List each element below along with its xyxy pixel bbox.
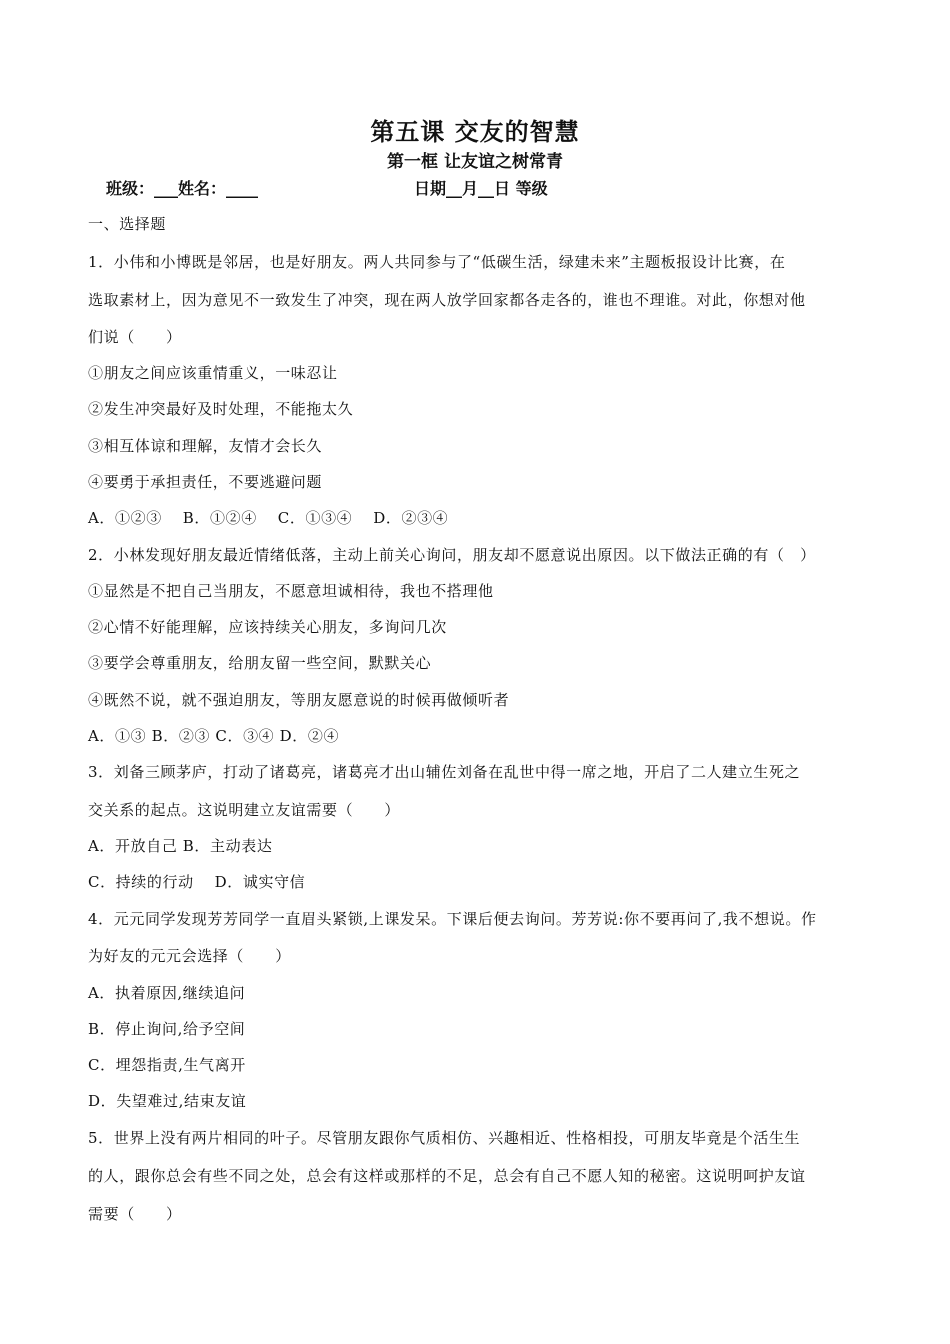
question-1-statement: ①朋友之间应该重情重义，一味忍让 xyxy=(88,364,338,382)
question-4-option: D．失望难过,结束友谊 xyxy=(88,1092,247,1110)
question-2-statement: ①显然是不把自己当朋友，不愿意坦诚相待，我也不搭理他 xyxy=(88,582,494,600)
question-1-options: A．①②③ B．①②④ C．①③④ D．②③④ xyxy=(88,509,449,527)
question-3-options: A．开放自己 B．主动表达 xyxy=(88,837,273,855)
question-4-option: C．埋怨指责,生气离开 xyxy=(88,1056,246,1074)
question-2-statement: ④既然不说，就不强迫朋友，等朋友愿意说的时候再做倾听者 xyxy=(88,691,510,709)
question-5-stem-line: 5．世界上没有两片相同的叶子。尽管朋友跟你气质相仿、兴趣相近、性格相投，可朋友毕竟是个活生生 xyxy=(88,1129,801,1147)
question-3-stem-line: 3．刘备三顾茅庐，打动了诸葛亮，诸葛亮才出山辅佐刘备在乱世中得一席之地，开启了二人建立生死之 xyxy=(88,763,801,781)
question-1-statement: ③相互体谅和理解，友情才会长久 xyxy=(88,437,323,455)
question-5-stem-line: 需要（ ） xyxy=(88,1205,182,1223)
question-1-stem-line: 选取素材上，因为意见不一致发生了冲突，现在两人放学回家都各走各的，谁也不理谁。对此，你想对他 xyxy=(88,291,806,309)
section-subtitle: 第一框 让友谊之树常青 xyxy=(387,152,563,172)
question-2-stem-line: 2．小林发现好朋友最近情绪低落，主动上前关心询问，朋友却不愿意说出原因。以下做法正确的有（ ） xyxy=(88,546,816,564)
question-1-stem-line: 1．小伟和小博既是邻居，也是好朋友。两人共同参与了“低碳生活，绿建未来”主题板报设计比赛，在 xyxy=(88,253,786,271)
question-5-stem-line: 的人，跟你总会有些不同之处，总会有这样或那样的不足，总会有自己不愿人知的秘密。这说明呵护友谊 xyxy=(88,1167,806,1185)
question-1-statement: ④要勇于承担责任，不要逃避问题 xyxy=(88,473,323,491)
section-heading: 一、选择题 xyxy=(88,215,167,233)
question-4-option: B．停止询问,给予空间 xyxy=(88,1020,246,1038)
question-4-option: A．执着原因,继续追问 xyxy=(88,984,246,1002)
question-3-stem-line: 交关系的起点。这说明建立友谊需要（ ） xyxy=(88,801,401,819)
class-name-field: 班级：___姓名：____ xyxy=(106,179,259,198)
question-4-stem-line: 为好友的元元会选择（ ） xyxy=(88,947,291,965)
lesson-title: 第五课 交友的智慧 xyxy=(370,117,580,146)
question-2-statement: ③要学会尊重朋友，给朋友留一些空间，默默关心 xyxy=(88,654,432,672)
question-2-statement: ②心情不好能理解，应该持续关心朋友，多询问几次 xyxy=(88,618,447,636)
date-grade-field: 日期__月__日 等级 xyxy=(414,179,548,198)
question-2-options: A．①③ B．②③ C．③④ D．②④ xyxy=(88,727,340,745)
question-4-stem-line: 4．元元同学发现芳芳同学一直眉头紧锁,上课发呆。下课后便去询问。芳芳说:你不要再问了,我不想说。作 xyxy=(88,910,817,928)
question-3-options: C．持续的行动 D．诚实守信 xyxy=(88,873,306,891)
question-1-stem-line: 们说（ ） xyxy=(88,328,182,346)
question-1-statement: ②发生冲突最好及时处理，不能拖太久 xyxy=(88,400,354,418)
